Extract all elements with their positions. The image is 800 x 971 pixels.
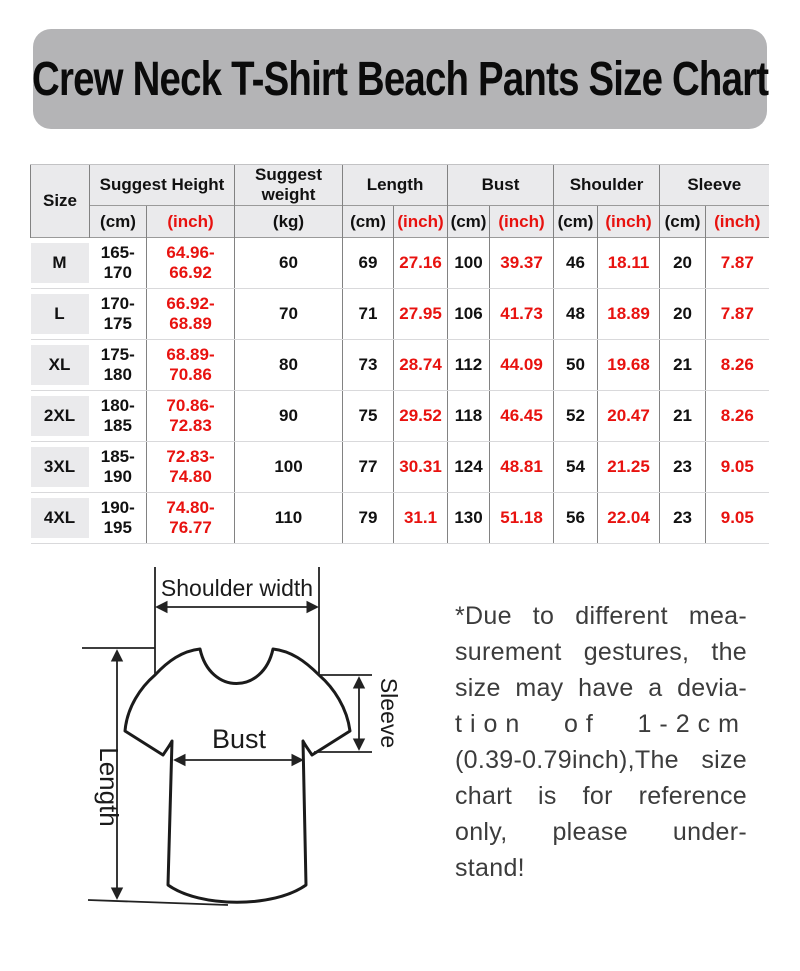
size-cell: XL [31,340,90,391]
value-cell: 100 [448,238,490,289]
value-cell: 29.52 [394,391,448,442]
unit-height-cm: (cm) [90,206,147,238]
col-header-weight: Suggest weight [235,165,343,206]
title-banner [33,29,767,129]
value-cell: 60 [235,238,343,289]
bust-label: Bust [211,724,267,754]
value-cell: 18.89 [598,289,660,340]
value-cell: 74.80-76.77 [147,493,235,544]
value-cell: 73 [343,340,394,391]
value-cell: 72.83-74.80 [147,442,235,493]
value-cell: 18.11 [598,238,660,289]
value-cell: 170-175 [90,289,147,340]
value-cell: 52 [554,391,598,442]
value-cell: 9.05 [706,493,769,544]
value-cell: 44.09 [490,340,554,391]
value-cell: 50 [554,340,598,391]
value-cell: 28.74 [394,340,448,391]
value-cell: 8.26 [706,340,769,391]
value-cell: 46.45 [490,391,554,442]
page-title: Crew Neck T-Shirt Beach Pants Size Chart [31,52,769,106]
value-cell: 54 [554,442,598,493]
col-header-size: Size [31,165,90,238]
value-cell: 75 [343,391,394,442]
value-cell: 27.16 [394,238,448,289]
size-cell: 2XL [31,391,90,442]
value-cell: 77 [343,442,394,493]
col-header-length: Length [343,165,448,206]
disclaimer-line: surement gestures, the [455,638,747,666]
table-row [31,493,769,544]
table-header-row [31,165,769,206]
size-cell: M [31,238,90,289]
disclaimer-line: size may have a devia- [455,674,747,702]
value-cell: 180-185 [90,391,147,442]
value-cell: 124 [448,442,490,493]
table-row [31,391,769,442]
unit-shoulder-cm: (cm) [554,206,598,238]
size-cell: L [31,289,90,340]
value-cell: 71 [343,289,394,340]
col-header-sleeve: Sleeve [660,165,769,206]
value-cell: 70.86-72.83 [147,391,235,442]
value-cell: 31.1 [394,493,448,544]
value-cell: 68.89-70.86 [147,340,235,391]
unit-bust-inch: (inch) [490,206,554,238]
col-header-shoulder: Shoulder [554,165,660,206]
value-cell: 51.18 [490,493,554,544]
value-cell: 110 [235,493,343,544]
value-cell: 165-170 [90,238,147,289]
disclaimer-line: *Due to different mea- [455,602,747,630]
value-cell: 48 [554,289,598,340]
size-cell: 4XL [31,493,90,544]
value-cell: 19.68 [598,340,660,391]
size-table [30,164,769,544]
value-cell: 175-180 [90,340,147,391]
unit-shoulder-inch: (inch) [598,206,660,238]
value-cell: 30.31 [394,442,448,493]
value-cell: 20 [660,238,706,289]
unit-sleeve-inch: (inch) [706,206,769,238]
value-cell: 7.87 [706,289,769,340]
table-row [31,442,769,493]
value-cell: 39.37 [490,238,554,289]
unit-length-inch: (inch) [394,206,448,238]
col-header-bust: Bust [448,165,554,206]
col-header-height: Suggest Height [90,165,235,206]
value-cell: 190-195 [90,493,147,544]
value-cell: 21 [660,340,706,391]
tshirt-outline-icon [125,649,350,902]
disclaimer-text [455,598,747,886]
value-cell: 112 [448,340,490,391]
disclaimer-line: only, please under- [455,818,747,846]
size-cell: 3XL [31,442,90,493]
value-cell: 23 [660,493,706,544]
unit-bust-cm: (cm) [448,206,490,238]
value-cell: 9.05 [706,442,769,493]
table-row [31,289,769,340]
value-cell: 7.87 [706,238,769,289]
value-cell: 70 [235,289,343,340]
value-cell: 56 [554,493,598,544]
disclaimer-line: tion of 1-2cm [455,710,747,738]
value-cell: 23 [660,442,706,493]
table-row [31,238,769,289]
disclaimer-line: chart is for reference [455,782,747,810]
value-cell: 79 [343,493,394,544]
tshirt-diagram-svg [60,555,450,965]
disclaimer-line: stand! [455,854,525,882]
value-cell: 41.73 [490,289,554,340]
shoulder-width-label: Shoulder width [160,575,314,601]
value-cell: 118 [448,391,490,442]
value-cell: 21 [660,391,706,442]
disclaimer-line: (0.39-0.79inch),The size [455,746,747,774]
value-cell: 130 [448,493,490,544]
tshirt-measurement-diagram [60,555,450,965]
table-units-row [31,206,769,238]
value-cell: 21.25 [598,442,660,493]
value-cell: 20.47 [598,391,660,442]
value-cell: 69 [343,238,394,289]
value-cell: 22.04 [598,493,660,544]
value-cell: 106 [448,289,490,340]
unit-height-inch: (inch) [147,206,235,238]
value-cell: 66.92-68.89 [147,289,235,340]
value-cell: 185-190 [90,442,147,493]
value-cell: 46 [554,238,598,289]
value-cell: 27.95 [394,289,448,340]
unit-weight-kg: (kg) [235,206,343,238]
value-cell: 8.26 [706,391,769,442]
value-cell: 80 [235,340,343,391]
value-cell: 64.96-66.92 [147,238,235,289]
unit-length-cm: (cm) [343,206,394,238]
unit-sleeve-cm: (cm) [660,206,706,238]
length-label: Length [94,747,124,827]
value-cell: 100 [235,442,343,493]
table-row [31,340,769,391]
value-cell: 48.81 [490,442,554,493]
value-cell: 20 [660,289,706,340]
sleeve-label: Sleeve [376,677,402,749]
value-cell: 90 [235,391,343,442]
